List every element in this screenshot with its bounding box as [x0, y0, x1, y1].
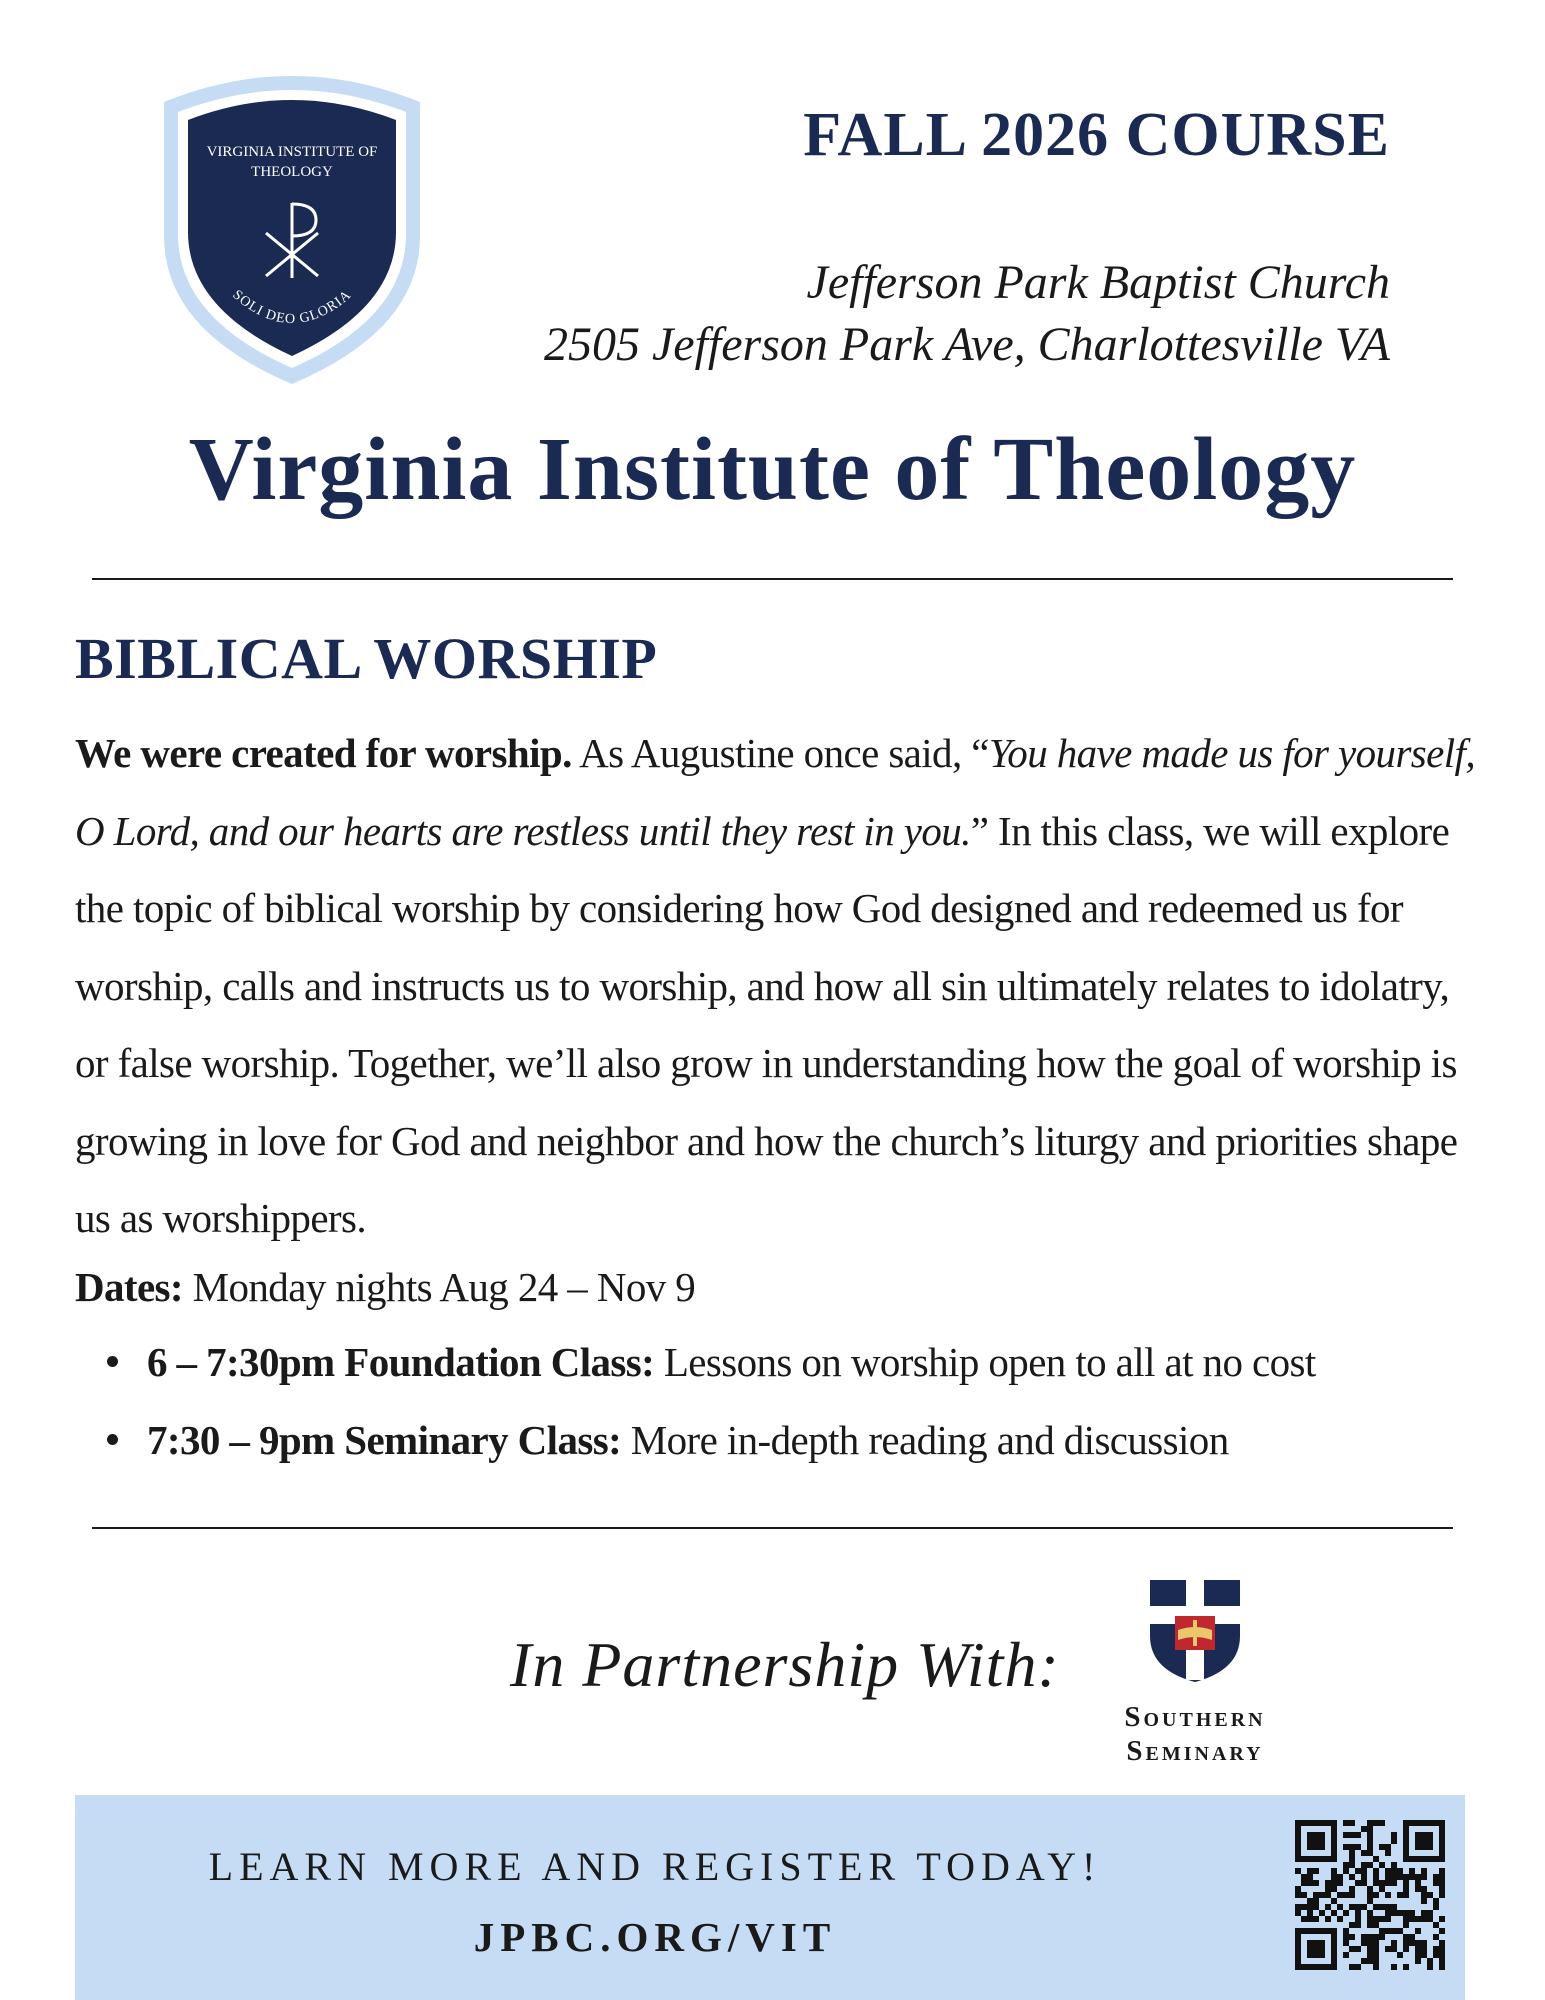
lead-sentence: We were created for worship. [75, 730, 572, 776]
venue-name: Jefferson Park Baptist Church [806, 256, 1390, 309]
lead-text: As Augustine once said, “ [571, 730, 989, 776]
augustine-quote: You have made us for yourself, O Lord, and our hearts are restless until they rest in you. [75, 730, 1475, 854]
course-description [75, 715, 1485, 1258]
bullet-icon [107, 1356, 118, 1367]
dates-value: Monday nights Aug 24 – Nov 9 [182, 1264, 696, 1310]
divider-top [92, 578, 1453, 580]
session-label: 7:30 – 9pm Seminary Class: [147, 1417, 622, 1463]
registration-banner [75, 1795, 1465, 2000]
session-text: More in-depth reading and discussion [621, 1417, 1229, 1463]
seminary-shield-icon [1148, 1578, 1242, 1684]
institute-title: Virginia Institute of Theology [188, 420, 1357, 519]
register-cta: LEARN MORE AND REGISTER TODAY! [208, 1844, 1102, 1889]
crest-title-line1: VIRGINIA INSTITUTE OF [206, 144, 378, 160]
seminary-wordmark [1090, 1700, 1300, 1768]
seminary-name-line2: Seminary [1126, 1735, 1264, 1767]
venue-location [544, 252, 1390, 376]
description-body: ” In this class, we will explore the topic of biblical worship by considering how God designed and redeemed us for worship, calls and instructs us to worship, and how all sin ultimately relates to idolatry, or false worship. Together, we’ll also grow in understanding how the goal of worship is growing in love for God and neighbor and how the church’s liturgy and priorities shape us as worshippers. [75, 807, 1458, 1241]
qr-code-icon[interactable] [1295, 1820, 1445, 1970]
partnership-heading: In Partnership With: [510, 1629, 1060, 1700]
bullet-icon [107, 1434, 118, 1445]
crest-motto: SOLI DEO GLORIA [229, 287, 355, 328]
crest-title-line2: THEOLOGY [251, 164, 333, 180]
dates-label: Dates: [75, 1264, 183, 1310]
session-label: 6 – 7:30pm Foundation Class: [147, 1339, 655, 1385]
session-item-seminary [75, 1416, 1316, 1494]
session-list [75, 1338, 1316, 1494]
session-item-foundation [75, 1338, 1316, 1416]
seminary-name-line1: Southern [1124, 1701, 1266, 1733]
course-term-heading: FALL 2026 COURSE [803, 101, 1390, 169]
venue-address: 2505 Jefferson Park Ave, Charlottesville VA [543, 318, 1390, 371]
course-title: BIBLICAL WORSHIP [75, 626, 658, 691]
session-text: Lessons on worship open to all at no cost [654, 1339, 1316, 1385]
institute-crest-logo [158, 68, 426, 388]
course-dates [75, 1263, 695, 1311]
divider-bottom [92, 1527, 1453, 1529]
register-url-link[interactable]: JPBC.ORG/VIT [473, 1914, 837, 1960]
